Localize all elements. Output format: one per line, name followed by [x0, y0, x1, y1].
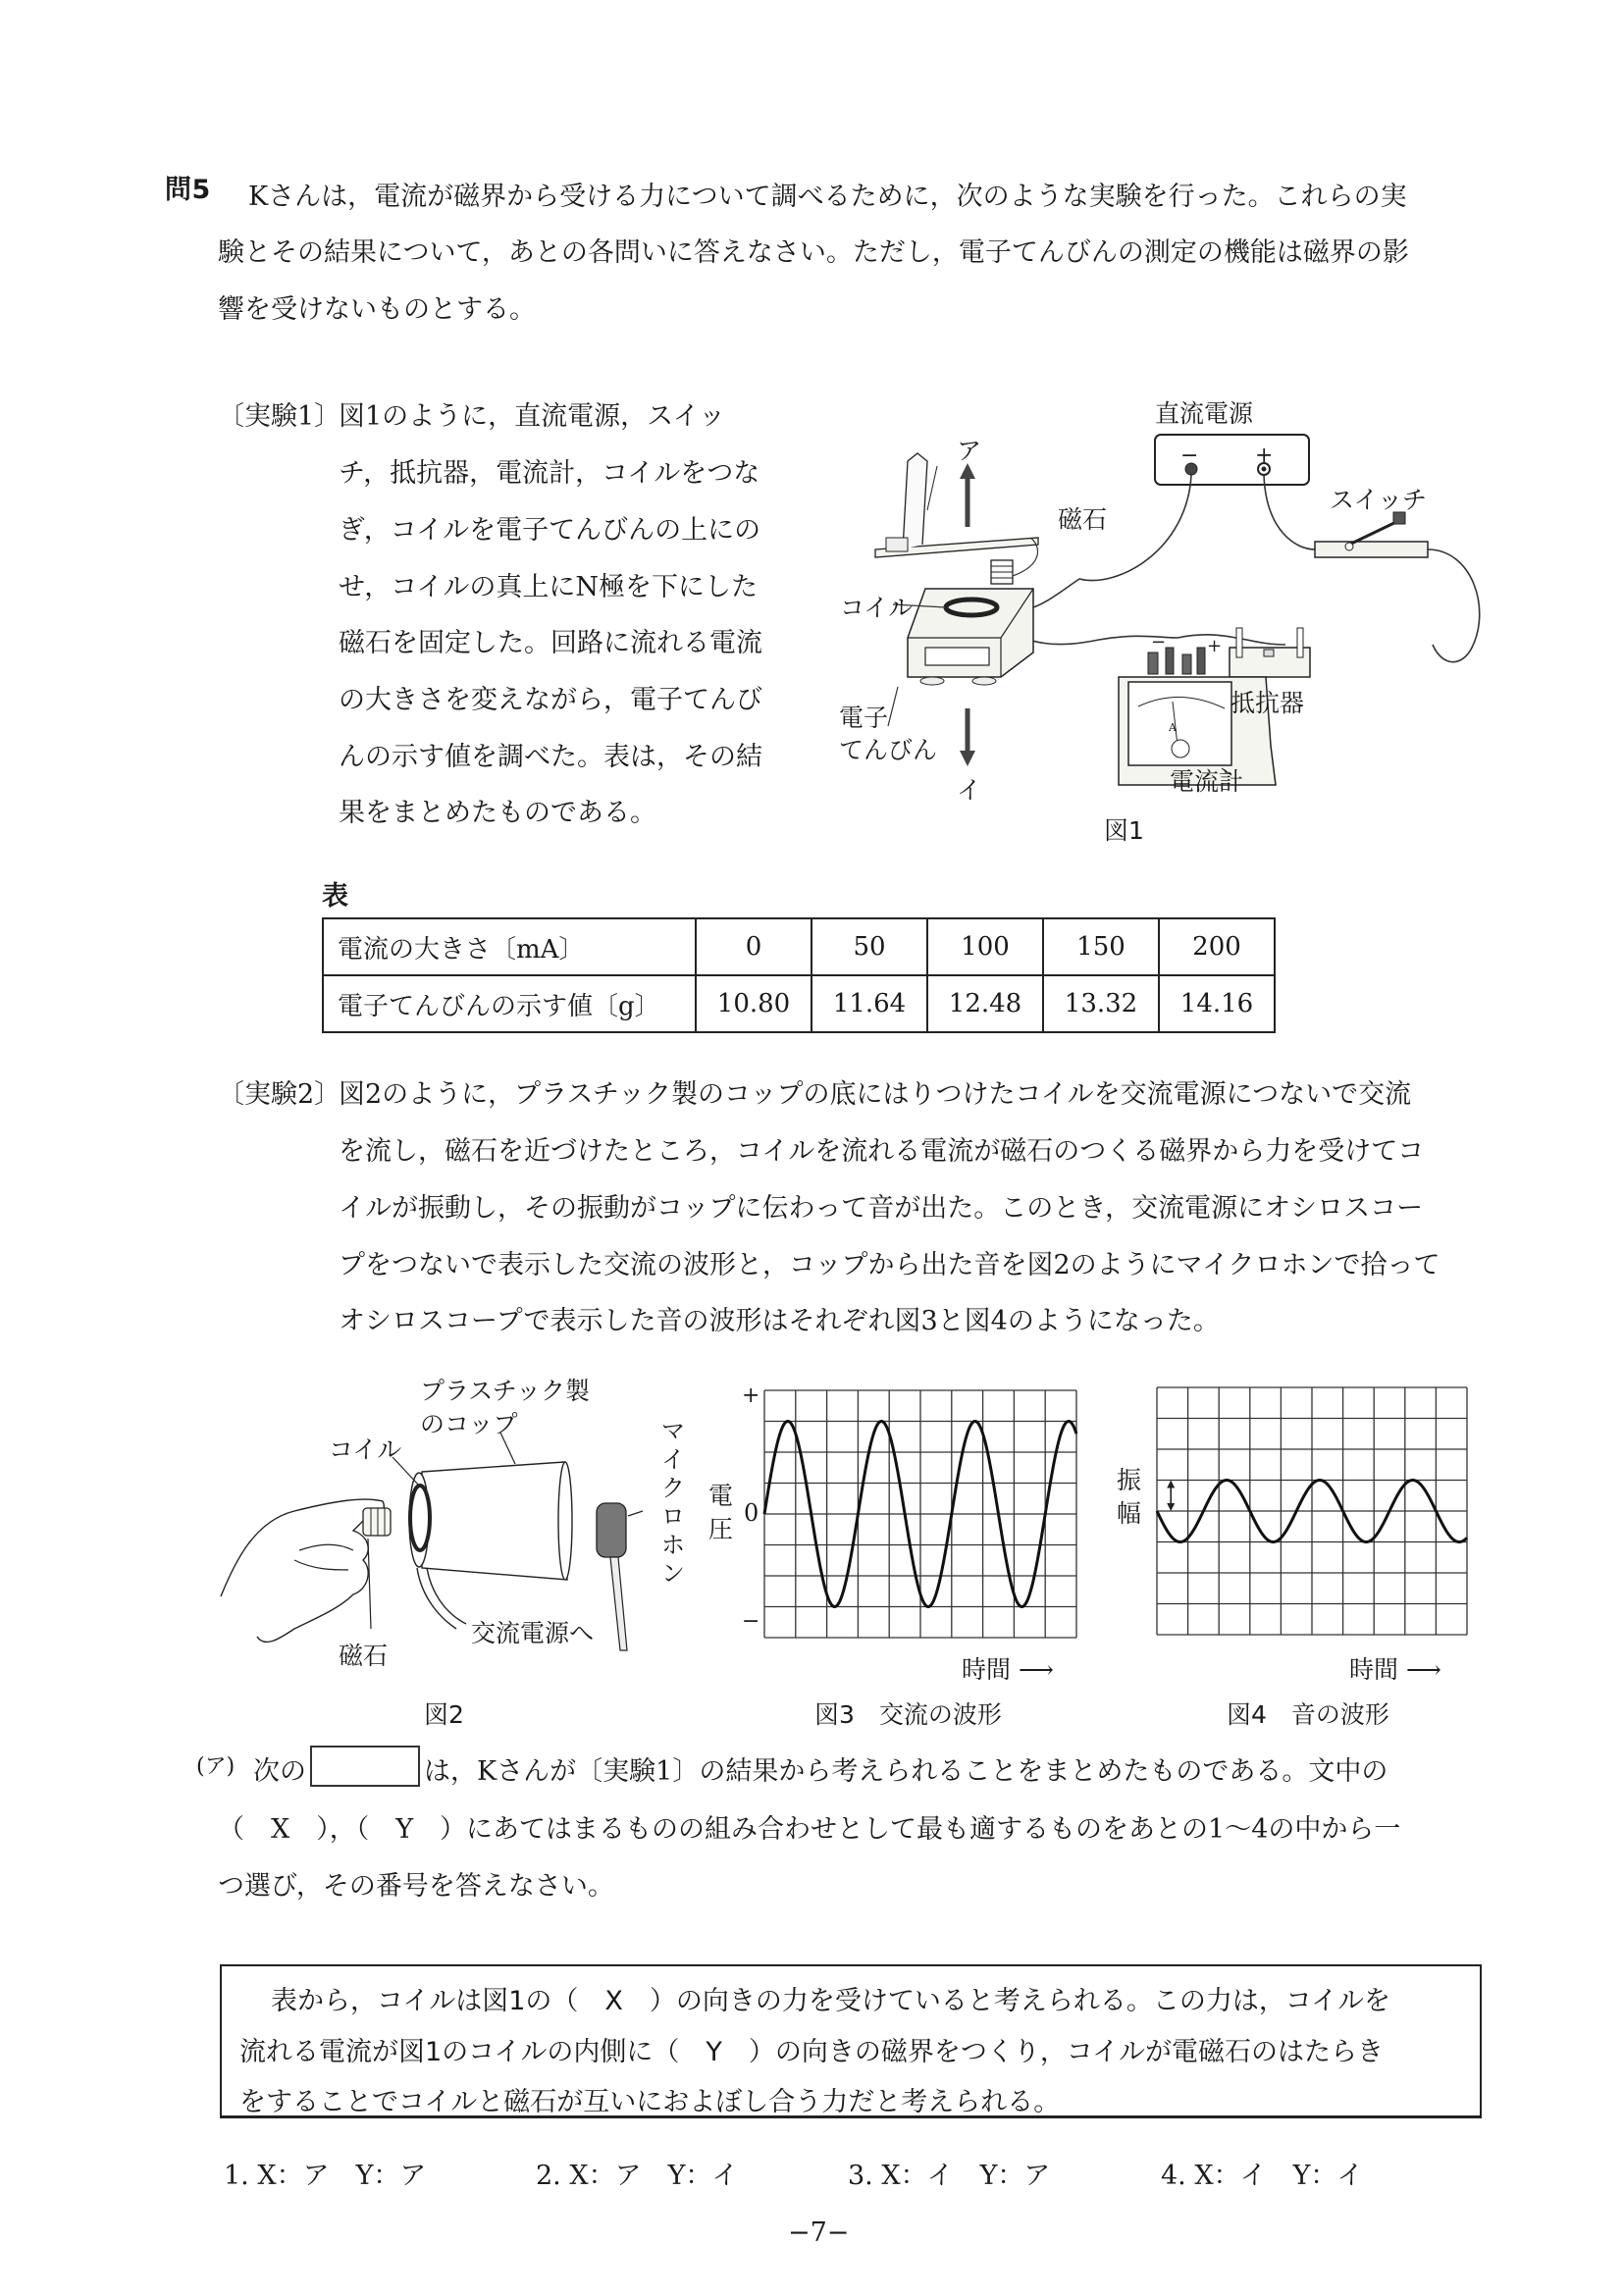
label-microphone: マイクロホン: [657, 1418, 686, 1589]
label-arrow-up: ア: [957, 437, 982, 465]
subquestion-line-1a: 次の: [253, 1756, 306, 1787]
experiment1-line: んの示す値を調べた。表は，その結: [339, 742, 762, 772]
figure3-caption: 図3 交流の波形: [814, 1700, 1002, 1729]
experiment1-line: 図1のように，直流電源，スイッ: [339, 401, 726, 432]
label-resistor: 抵抗器: [1230, 689, 1305, 717]
label-ammeter-minus: −: [1151, 632, 1167, 652]
table-cell: 0: [696, 918, 812, 975]
label-magnet: 磁石: [1058, 505, 1108, 534]
subquestion-marker: (ア): [196, 1754, 236, 1779]
page-number: −7−: [788, 2218, 850, 2248]
question-number: 問5: [165, 175, 211, 205]
experiment2-line: プをつないで表示した交流の波形と，コップから出た音を図2のようにマイクロホンで拾って: [339, 1250, 1440, 1280]
experiment1-label: 〔実験1〕: [218, 401, 341, 432]
label-coil-2: コイル: [329, 1435, 402, 1464]
label-balance-1: 電子: [839, 704, 889, 732]
figure4-chart: [1156, 1386, 1468, 1636]
table-header-cell: 電子てんびんの示す値〔g〕: [323, 975, 696, 1032]
hand: [221, 1499, 384, 1642]
amplitude-arrow-icon: [1167, 1481, 1175, 1512]
label-balance-2: てんびん: [839, 736, 938, 764]
experiment2-line: イルが振動し，その振動がコップに伝わって音が出た。このとき，交流電源にオシロスコー: [339, 1193, 1424, 1224]
experiment2-line: 図2のように，プラスチック製のコップの底にはりつけたコイルを交流電源につないで交流: [339, 1079, 1412, 1110]
label-ammeter-unit: A: [1169, 721, 1177, 734]
label-switch: スイッチ: [1330, 486, 1428, 514]
fig3-ylabel: 電圧: [708, 1482, 734, 1543]
experiment1-line: ぎ，コイルを電子てんびんの上にの: [339, 515, 761, 546]
intro-line-1: Kさんは，電流が磁界から受ける力について調べるために，次のような実験を行った。これらの実: [248, 182, 1407, 212]
table-cell: 11.64: [812, 975, 927, 1032]
experiment1-line: の大きさを変えながら，電子てんび: [339, 685, 762, 715]
table-cell: 100: [927, 918, 1043, 975]
label-ammeter-plus: +: [1207, 636, 1223, 656]
figure2-caption: 図2: [424, 1700, 464, 1729]
figure1-caption: 図1: [1104, 816, 1144, 845]
choice-4: 4. X：イ Y：イ: [1161, 2161, 1364, 2191]
fig4-xlabel: 時間 ⟶: [1349, 1655, 1441, 1684]
table-cell: 200: [1159, 918, 1275, 975]
figure3-chart: [763, 1389, 1077, 1639]
choice-1: 1. X：ア Y：ア: [224, 2161, 427, 2191]
experiment2-label: 〔実験2〕: [218, 1079, 341, 1110]
table-cell: 13.32: [1043, 975, 1159, 1032]
experiment1-line: せ，コイルの真上にN極を下にした: [339, 572, 759, 602]
label-power-supply: 直流電源: [1155, 399, 1254, 428]
fig3-xlabel: 時間 ⟶: [962, 1655, 1054, 1684]
fig3-ytick-zero: 0: [744, 1499, 759, 1527]
summary-line: 流れる電流が図1のコイルの内側に（ Y ）の向きの磁界をつくり，コイルが電磁石のはたらき: [239, 2037, 1385, 2067]
label-to-ac: 交流電源へ: [471, 1619, 595, 1647]
experiment1-line: チ，抵抗器，電流計，コイルをつな: [339, 458, 760, 489]
table-cell: 12.48: [927, 975, 1043, 1032]
label-plus: +: [1255, 444, 1274, 468]
magnet-cylinder: [363, 1508, 391, 1536]
fig3-ytick-plus: +: [742, 1383, 760, 1408]
intro-line-3: 響を受けないものとする。: [218, 294, 536, 325]
cup: [422, 1462, 567, 1580]
label-magnet-2: 磁石: [339, 1642, 389, 1670]
label-coil: コイル: [840, 594, 914, 622]
experiment1-line: 果をまとめたものである。: [339, 798, 656, 828]
experiment1-line: 磁石を固定した。回路に流れる電流: [339, 628, 762, 658]
label-cup-1: プラスチック製: [420, 1377, 591, 1405]
label-cup-2: のコップ: [420, 1410, 518, 1438]
intro-line-2: 験とその結果について，あとの各問いに答えなさい。ただし，電子てんびんの測定の機能は磁界の影: [218, 237, 1409, 268]
summary-line: 表から，コイルは図1の（ X ）の向きの力を受けていると考えられる。この力は，コイルを: [271, 1986, 1391, 2016]
subquestion-line-1b: は，Kさんが〔実験1〕の結果から考えられることをまとめたものである。文中の: [424, 1756, 1388, 1787]
microphone: [597, 1503, 627, 1650]
label-ammeter: 電流計: [1170, 767, 1244, 796]
fig3-ytick-minus: −: [742, 1609, 760, 1634]
blank-box: [310, 1746, 420, 1787]
label-minus: −: [1180, 444, 1199, 468]
choice-3: 3. X：イ Y：ア: [848, 2161, 1051, 2191]
experiment2-line: を流し，磁石を近づけたところ，コイルを流れる電流が磁石のつくる磁界から力を受けてコ: [339, 1136, 1425, 1167]
figure4-caption: 図4 音の波形: [1227, 1700, 1389, 1729]
table-cell: 14.16: [1159, 975, 1275, 1032]
summary-line: をすることでコイルと磁石が互いにおよぼし合う力だと考えられる。: [239, 2087, 1061, 2117]
choice-2: 2. X：ア Y：イ: [536, 2161, 739, 2191]
table-title: 表: [322, 881, 349, 912]
label-arrow-down: イ: [957, 776, 982, 805]
subquestion-line-3: つ選び，その番号を答えなさい。: [218, 1871, 614, 1902]
fig4-ylabel: 振幅: [1117, 1466, 1142, 1528]
table-cell: 10.80: [696, 975, 812, 1032]
table-cell: 150: [1043, 918, 1159, 975]
experiment2-line: オシロスコープで表示した音の波形はそれぞれ図3と図4のようになった。: [339, 1306, 1220, 1336]
table-cell: 50: [812, 918, 927, 975]
subquestion-line-2: （ X ），（ Y ）にあてはまるものの組み合わせとして最も適するものをあとの1〜4の中から一: [218, 1814, 1401, 1845]
table-header-cell: 電流の大きさ〔mA〕: [323, 918, 696, 975]
